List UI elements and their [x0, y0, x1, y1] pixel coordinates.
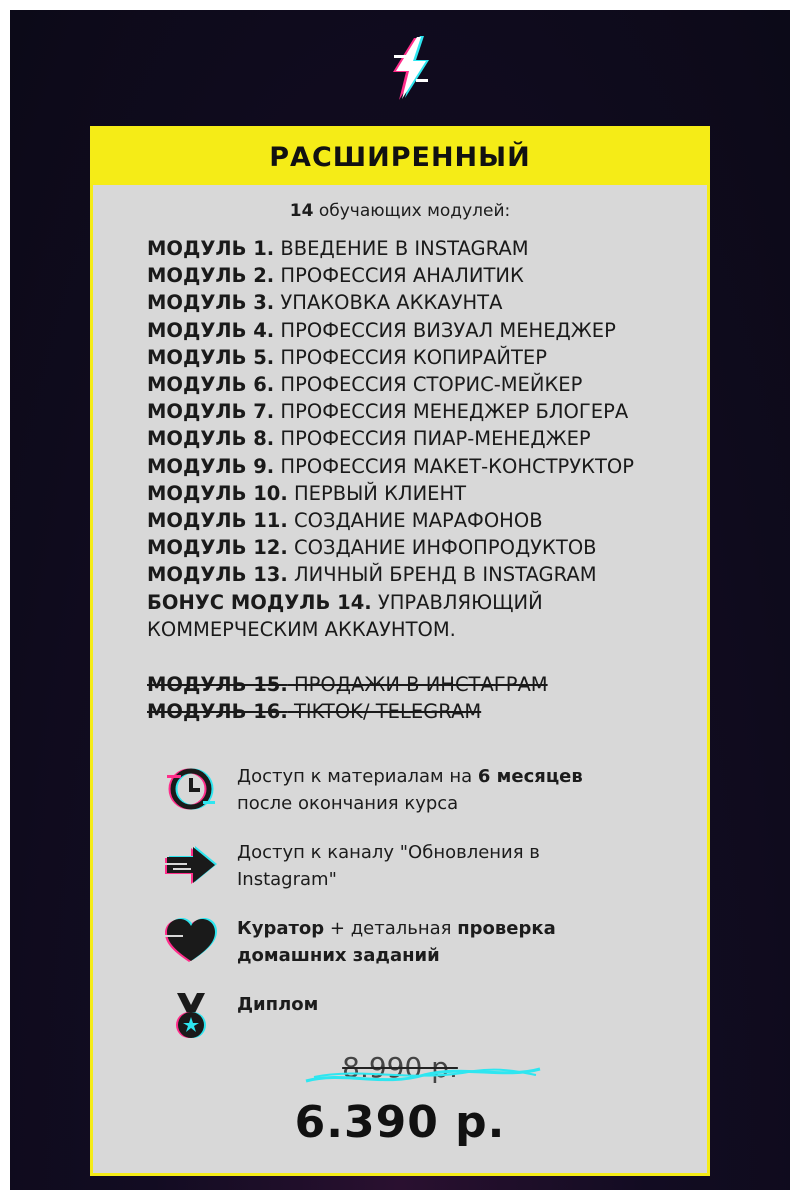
modules-intro — [93, 201, 707, 221]
list-item-struck: МОДУЛЬ 15. ПРОДАЖИ В ИНСТАГРАМ — [147, 673, 548, 697]
list-item: МОДУЛЬ 9. ПРОФЕССИЯ МАКЕТ-КОНСТРУКТОР — [147, 454, 635, 478]
feature-curator-text: Куратор + детальная проверка домашних заданий — [237, 918, 556, 967]
list-item: МОДУЛЬ 1. ВВЕДЕНИЕ В INSTAGRAM — [147, 237, 529, 260]
modules-intro-text: обучающих модулей: — [313, 201, 511, 221]
feature-channel — [163, 837, 707, 893]
feature-channel-text: Доступ к каналу "Обновления в Instagram" — [237, 842, 540, 891]
feature-diploma — [163, 989, 707, 1045]
modules-list — [147, 235, 707, 725]
list-item: МОДУЛЬ 8. ПРОФЕССИЯ ПИАР-МЕНЕДЖЕР — [147, 427, 591, 451]
feature-curator — [163, 913, 707, 969]
list-item: МОДУЛЬ 4. ПРОФЕССИЯ ВИЗУАЛ МЕНЕДЖЕР — [147, 318, 616, 342]
new-price: 6.390 р. — [294, 1097, 506, 1148]
old-price: 8.990 р. — [342, 1051, 458, 1084]
feature-access-text: Доступ к материалам на 6 месяцев после окончания курса — [237, 766, 583, 815]
list-item: МОДУЛЬ 5. ПРОФЕССИЯ КОПИРАЙТЕР — [147, 345, 547, 369]
feature-access — [163, 761, 707, 817]
bonus-module: БОНУС МОДУЛЬ 14. УПРАВЛЯЮЩИЙ КОММЕРЧЕСКИМ АККАУНТОМ. — [147, 590, 543, 641]
list-item: МОДУЛЬ 3. УПАКОВКА АККАУНТА — [147, 291, 503, 315]
list-item: МОДУЛЬ 6. ПРОФЕССИЯ СТОРИС-МЕЙКЕР — [147, 373, 583, 397]
heart-icon — [163, 913, 219, 969]
old-price-wrap — [93, 1051, 707, 1084]
feature-diploma-text: Диплом — [237, 994, 319, 1016]
modules-count: 14 — [289, 201, 314, 221]
list-item: МОДУЛЬ 13. ЛИЧНЫЙ БРЕНД В INSTAGRAM — [147, 563, 597, 587]
list-item-struck: МОДУЛЬ 16. TIKTOK/ TELEGRAM — [147, 700, 482, 724]
plan-title: РАСШИРЕННЫЙ — [269, 141, 531, 173]
list-item: МОДУЛЬ 11. СОЗДАНИЕ МАРАФОНОВ — [147, 509, 543, 533]
card-header — [93, 129, 707, 185]
struck-modules — [147, 671, 707, 725]
plan-card — [90, 126, 710, 1176]
medal-icon — [163, 989, 219, 1045]
list-item: МОДУЛЬ 2. ПРОФЕССИЯ АНАЛИТИК — [147, 264, 524, 288]
clock-icon — [163, 761, 219, 817]
strike-scribble-icon — [304, 1057, 544, 1091]
lightning-logo-icon — [390, 35, 432, 101]
features-list — [93, 761, 707, 1045]
list-item: МОДУЛЬ 7. ПРОФЕССИЯ МЕНЕДЖЕР БЛОГЕРА — [147, 400, 629, 424]
list-item: МОДУЛЬ 12. СОЗДАНИЕ ИНФОПРОДУКТОВ — [147, 536, 597, 560]
page-background — [10, 10, 790, 1190]
list-item: МОДУЛЬ 10. ПЕРВЫЙ КЛИЕНТ — [147, 481, 467, 505]
arrow-icon — [163, 837, 219, 893]
